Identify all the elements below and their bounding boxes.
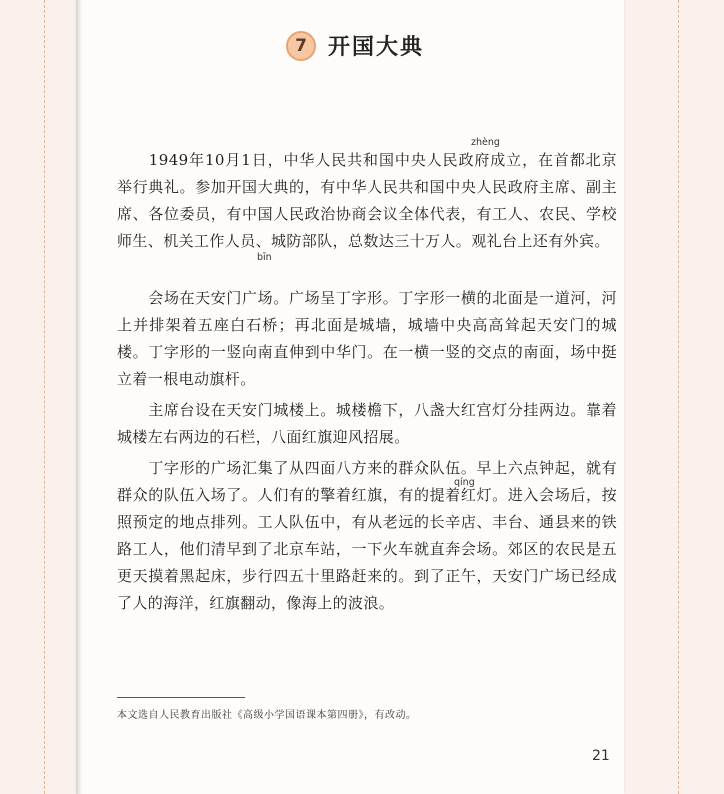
lesson-number-badge: 7 bbox=[286, 31, 316, 61]
paragraph-4: 丁字形的广场汇集了从四面八方来的群众队伍。早上六点钟起，就有群众的队伍入场了。人们有的擎着红旗，有的提着红灯。进入会场后，按照预定的地点排列。工人队伍中，有从老远的长辛店、丰台、通县来的铁路工人，他们清早到了北京车站，一下火车就直奔会场。郊区的农民是五更天摸着黑起床，步行四五十里路赶来的。到了正午，天安门广场已经成了人的海洋，红旗翻动，像海上的波浪。 bbox=[117, 459, 617, 612]
paragraph-1: 1949年10月1日，中华人民共和国中央人民政府成立，在首都北京举行典礼。参加开国大典的，有中华人民共和国中央人民政府主席、副主席、各位委员，有中国人民政治协商会议全体代表，有工人、农民、学校师生、机关工作人员、城防部队，总数达三十万人。观礼台上还有外宾。 bbox=[117, 151, 617, 250]
footnote: 本文选自人民教育出版社《高级小学国语课本第四册》，有改动。 bbox=[117, 710, 417, 721]
page-number: 21 bbox=[592, 748, 610, 764]
footnote-rule bbox=[117, 697, 245, 698]
paragraph-2: 会场在天安门广场。广场呈丁字形。丁字形一横的北面是一道河，河上并排架着五座白石桥；再北面是城墙，城墙中央高高耸起天安门的城楼。丁字形的一竖向南直伸到中华门。在一横一竖的交点的南面，场中挺立着一根电动旗杆。 bbox=[117, 289, 617, 388]
pinyin-annotation-bin: bīn bbox=[257, 252, 272, 263]
lesson-header bbox=[286, 30, 424, 61]
paragraph-3: 主席台设在天安门城楼上。城楼檐下，八盏大红宫灯分挂两边。靠着城楼左右两边的石栏，八面红旗迎风招展。 bbox=[117, 401, 617, 446]
lesson-title: 开国大典 bbox=[328, 35, 425, 60]
pinyin-annotation-zheng: zhèng bbox=[471, 137, 500, 148]
page-spine-shadow bbox=[76, 0, 82, 794]
pinyin-annotation-qing: qíng bbox=[454, 477, 475, 488]
left-dashed-border bbox=[44, 0, 45, 794]
right-dashed-border bbox=[678, 0, 679, 794]
